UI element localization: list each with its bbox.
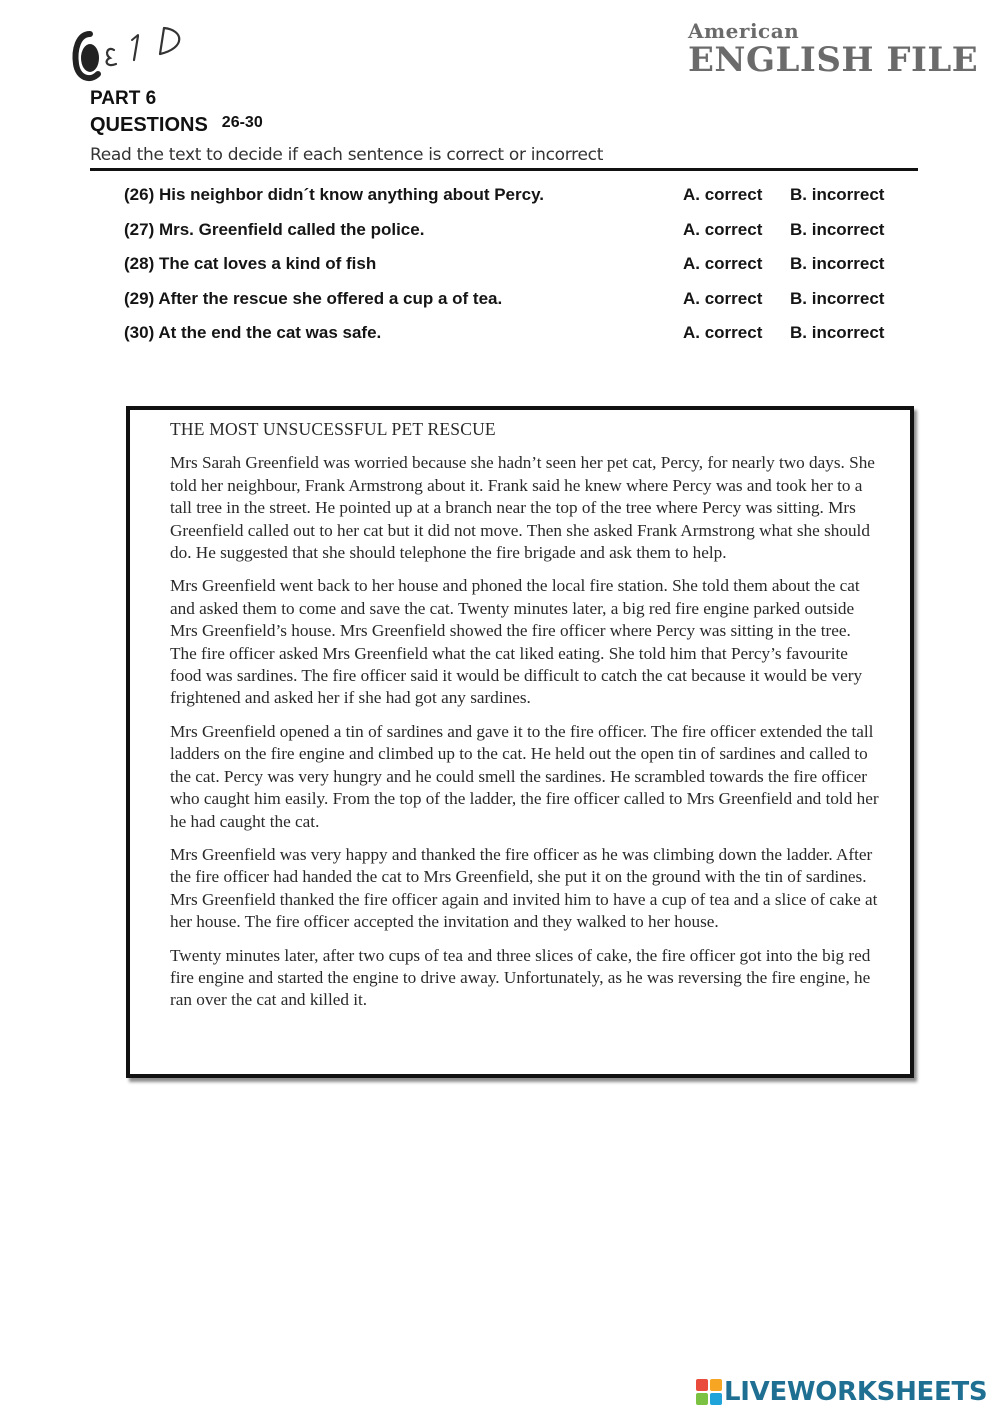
question-list [124, 185, 924, 358]
question-statement: (27) Mrs. Greenfield called the police. [124, 219, 425, 239]
option-a-correct[interactable]: A. correct [683, 288, 763, 308]
question-row-27 [124, 220, 924, 255]
logo-square-blue [710, 1393, 722, 1405]
instruction-text: Read the text to decide if each sentence is correct or incorrect [90, 145, 604, 165]
story-paragraph: Mrs Greenfield opened a tin of sardines and gave it to the fire officer. The fire officer extended the tall ladders on the fire engine and climbed up to the cat. He held out the open tin of sardines and called to the cat. Percy was very hungry and he could smell the sardines. He scrambled towards the fire officer who caught him easily. From the top of the ladder, the fire officer called to Mrs Greenfield and told her he had caught the cat. [170, 721, 879, 831]
question-statement: (26) His neighbor didn´t know anything about Percy. [124, 185, 544, 204]
option-b-incorrect[interactable]: B. incorrect [790, 219, 885, 239]
option-a-correct[interactable]: A. correct [683, 185, 763, 204]
logo-square-red [696, 1379, 708, 1391]
brand-line-english-file: ENGLISH FILE [688, 40, 979, 80]
story-paragraph: Mrs Sarah Greenfield was worried because she hadn’t seen her pet cat, Percy, for nearly two days. She told her neighbour, Frank Armstrong about it. Frank said he knew where Percy was and took her to a tall tree in the street. He pointed up at a branch near the top of the tree where Percy was sitting. Mrs Greenfield called out to her cat but it did not move. Then she asked Frank Armstrong what she should do. He suggested that she should telephone the fire brigade and ask them to help. [170, 453, 875, 563]
story-paragraph: Mrs Greenfield went back to her house and phoned the local fire station. She told them about the cat and asked them to come and save the cat. Twenty minutes later, a big red fire engine parked outside Mrs Greenfield’s house. Mrs Greenfield showed the fire officer where Percy was sitting in the tree. The fire officer asked Mrs Greenfield what the cat liked eating. She told him that Percy’s favourite food was sardines. The fire officer said it would be difficult to catch the cat because it would be very frightened and asked her if she had got any sardines. [170, 576, 863, 708]
reading-text-box [126, 406, 914, 1078]
option-b-incorrect[interactable]: B. incorrect [790, 254, 885, 273]
liveworksheets-wordmark: LIVEWORKSHEETS [724, 1377, 988, 1407]
story-title: THE MOST UNSUCESSFUL PET RESCUE [170, 419, 496, 439]
logo-square-green [696, 1393, 708, 1405]
reading-text [170, 418, 880, 1023]
liveworksheets-logo [696, 1377, 987, 1407]
story-paragraph: Mrs Greenfield was very happy and thanked the fire officer as he was climbing down the ladder. After the fire officer had handed the cat to Mrs Greenfield, she put it on the ground with the tin of sardines. Mrs Greenfield thanked the fire officer again and invited him to have a cup of tea and a slice of cake at her house. The fire officer accepted the invitation and they walked to her house. [170, 844, 878, 932]
liveworksheets-icon [696, 1379, 722, 1405]
question-statement: (30) At the end the cat was safe. [124, 323, 382, 342]
option-b-incorrect[interactable]: B. incorrect [790, 185, 885, 204]
questions-heading [90, 114, 263, 137]
questions-range: 26-30 [221, 114, 263, 131]
option-a-correct[interactable]: A. correct [683, 254, 763, 273]
question-statement: (28) The cat loves a kind of fish [124, 254, 377, 273]
question-statement: (29) After the rescue she offered a cup a of tea. [124, 288, 503, 308]
option-b-incorrect[interactable]: B. incorrect [790, 323, 885, 342]
option-a-correct[interactable]: A. correct [683, 219, 763, 239]
story-paragraph: Twenty minutes later, after two cups of tea and three slices of cake, the fire officer got into the big red fire engine and started the engine to drive away. Unfortunately, as he was reversing the fire engine, he ran over the cat and killed it. [170, 945, 871, 1010]
part-heading: PART 6 [90, 88, 157, 109]
header-divider [90, 168, 918, 171]
question-row-30 [124, 323, 924, 358]
option-a-correct[interactable]: A. correct [683, 323, 763, 342]
questions-label: QUESTIONS [90, 114, 208, 136]
question-row-26 [124, 185, 924, 220]
question-row-28 [124, 254, 924, 289]
american-english-file-logo [688, 20, 978, 78]
brand-line-american: American [688, 19, 800, 43]
logo-square-orange [710, 1379, 722, 1391]
question-row-29 [124, 289, 924, 324]
option-b-incorrect[interactable]: B. incorrect [790, 288, 885, 308]
handwritten-ce1d-mark [68, 20, 198, 92]
